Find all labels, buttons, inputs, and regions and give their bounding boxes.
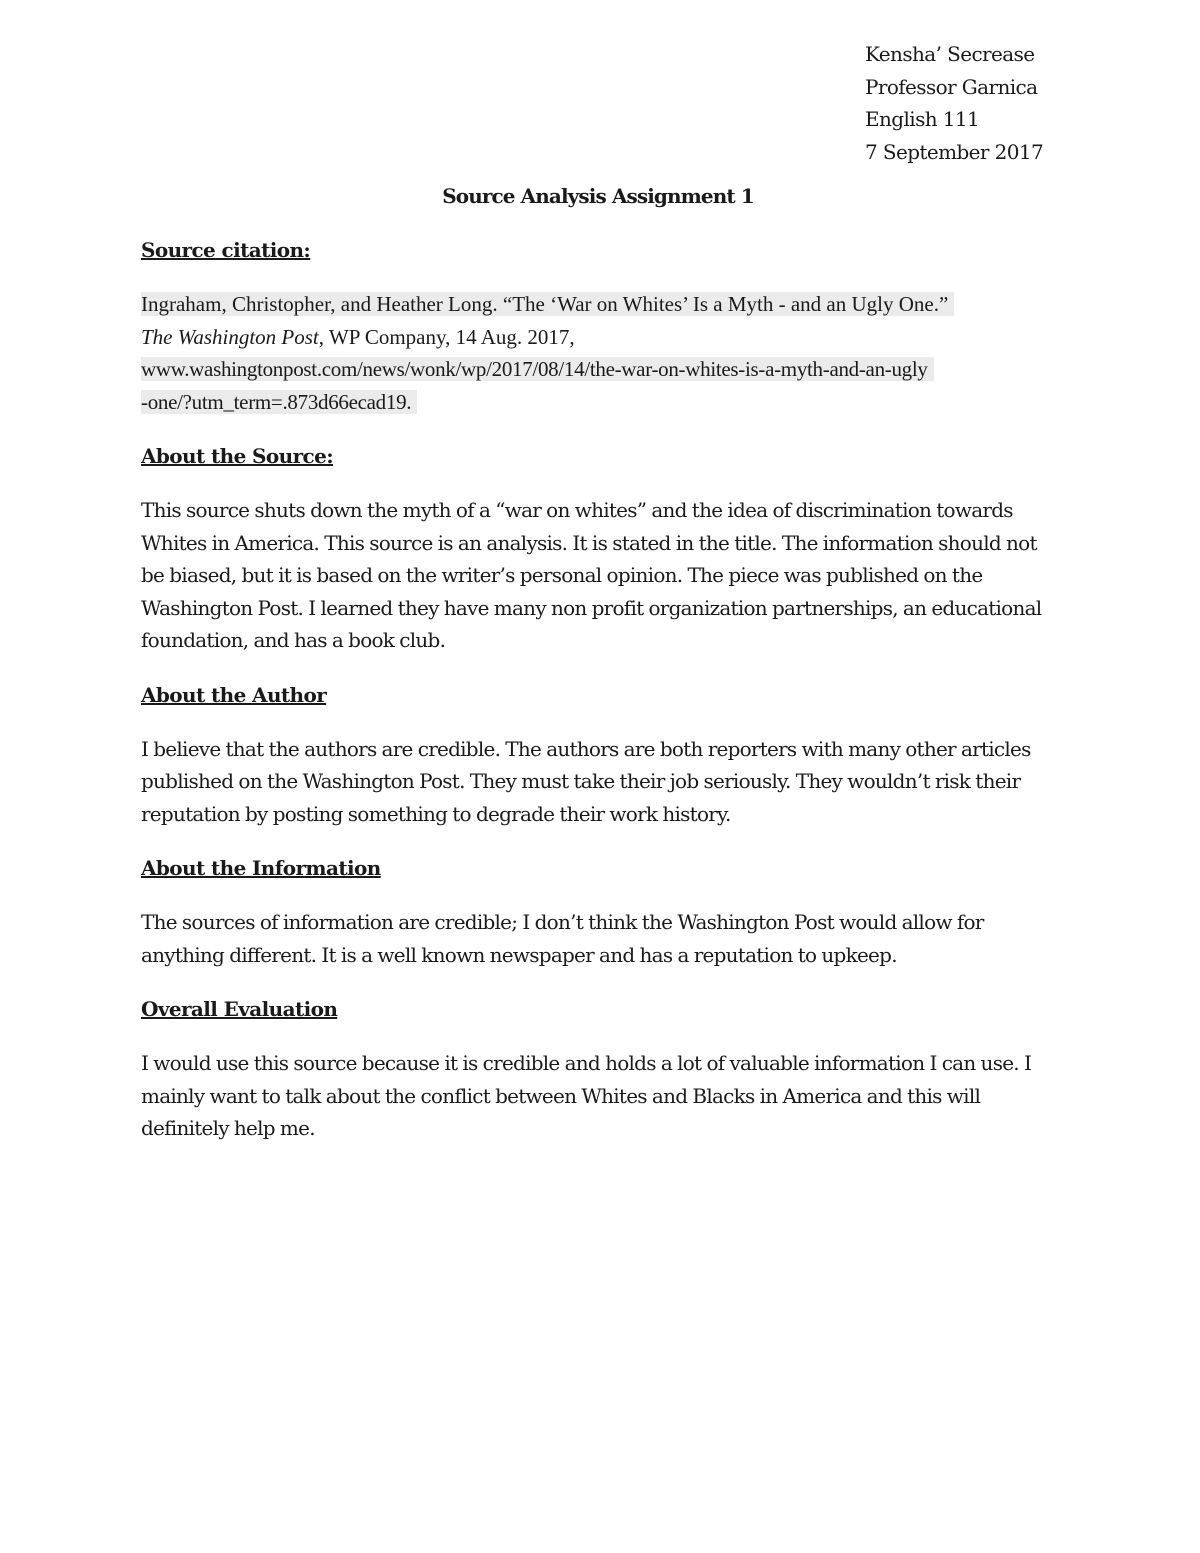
about-information-line: The sources of information are credible; I don’t think the Washington Post would allow for <box>141 910 984 934</box>
citation-heading: Source citation: <box>141 238 311 262</box>
overall-evaluation-line: I would use this source because it is credible and holds a lot of valuable information I can use. I <box>141 1051 1032 1075</box>
assignment-date: 7 September 2017 <box>865 139 1044 164</box>
about-source-heading: About the Source: <box>141 444 333 468</box>
citation-publication: The Washington Post <box>141 324 319 349</box>
citation-url-line-2: -one/?utm_term=.873d66ecad19. <box>141 390 417 414</box>
about-information-paragraph <box>141 906 1056 971</box>
about-author-line: reputation by posting something to degrade their work history. <box>141 801 731 826</box>
about-information-line: anything different. It is a well known newspaper and has a reputation to upkeep. <box>141 942 897 967</box>
document-body <box>141 234 1056 1167</box>
overall-evaluation-line: definitely help me. <box>141 1116 315 1140</box>
citation-line-1: Ingraham, Christopher, and Heather Long. “The ‘War on Whites’ Is a Myth - and an Ugly One.” <box>141 292 954 316</box>
overall-evaluation-line: mainly want to talk about the conflict between Whites and Blacks in America and this will <box>141 1083 981 1108</box>
about-source-paragraph <box>141 494 1056 657</box>
author-name: Kensha’ Secrease <box>865 42 1035 66</box>
about-information-heading: About the Information <box>141 856 381 880</box>
citation-url-line-1: www.washingtonpost.com/news/wonk/wp/2017/08/14/the-war-on-whites-is-a-myth-and-an-ugly <box>141 357 934 381</box>
about-source-line: Washington Post. I learned they have many non profit organization partnerships, an educational <box>141 595 1042 620</box>
about-author-line: published on the Washington Post. They must take their job seriously. They wouldn’t risk their <box>141 769 1021 793</box>
professor-name: Professor Garnica <box>865 74 1038 99</box>
about-source-line: This source shuts down the myth of a “war on whites” and the idea of discrimination towards <box>141 498 1013 522</box>
student-header <box>865 38 1043 168</box>
about-author-paragraph <box>141 733 1056 831</box>
document-title: Source Analysis Assignment 1 <box>442 184 754 208</box>
overall-evaluation-heading: Overall Evaluation <box>141 997 338 1021</box>
about-author-heading: About the Author <box>141 682 327 707</box>
course-name: English 111 <box>865 107 980 131</box>
source-citation <box>141 288 1056 418</box>
about-author-line: I believe that the authors are credible. The authors are both reporters with many other articles <box>141 736 1031 761</box>
about-source-line: Whites in America. This source is an analysis. It is stated in the title. The information should not <box>141 530 1037 555</box>
citation-line-2: , WP Company, 14 Aug. 2017, <box>318 324 575 349</box>
overall-evaluation-paragraph <box>141 1047 1056 1145</box>
about-source-line: foundation, and has a book club. <box>141 628 446 652</box>
about-source-line: be biased, but it is based on the writer’s personal opinion. The piece was published on the <box>141 563 983 587</box>
